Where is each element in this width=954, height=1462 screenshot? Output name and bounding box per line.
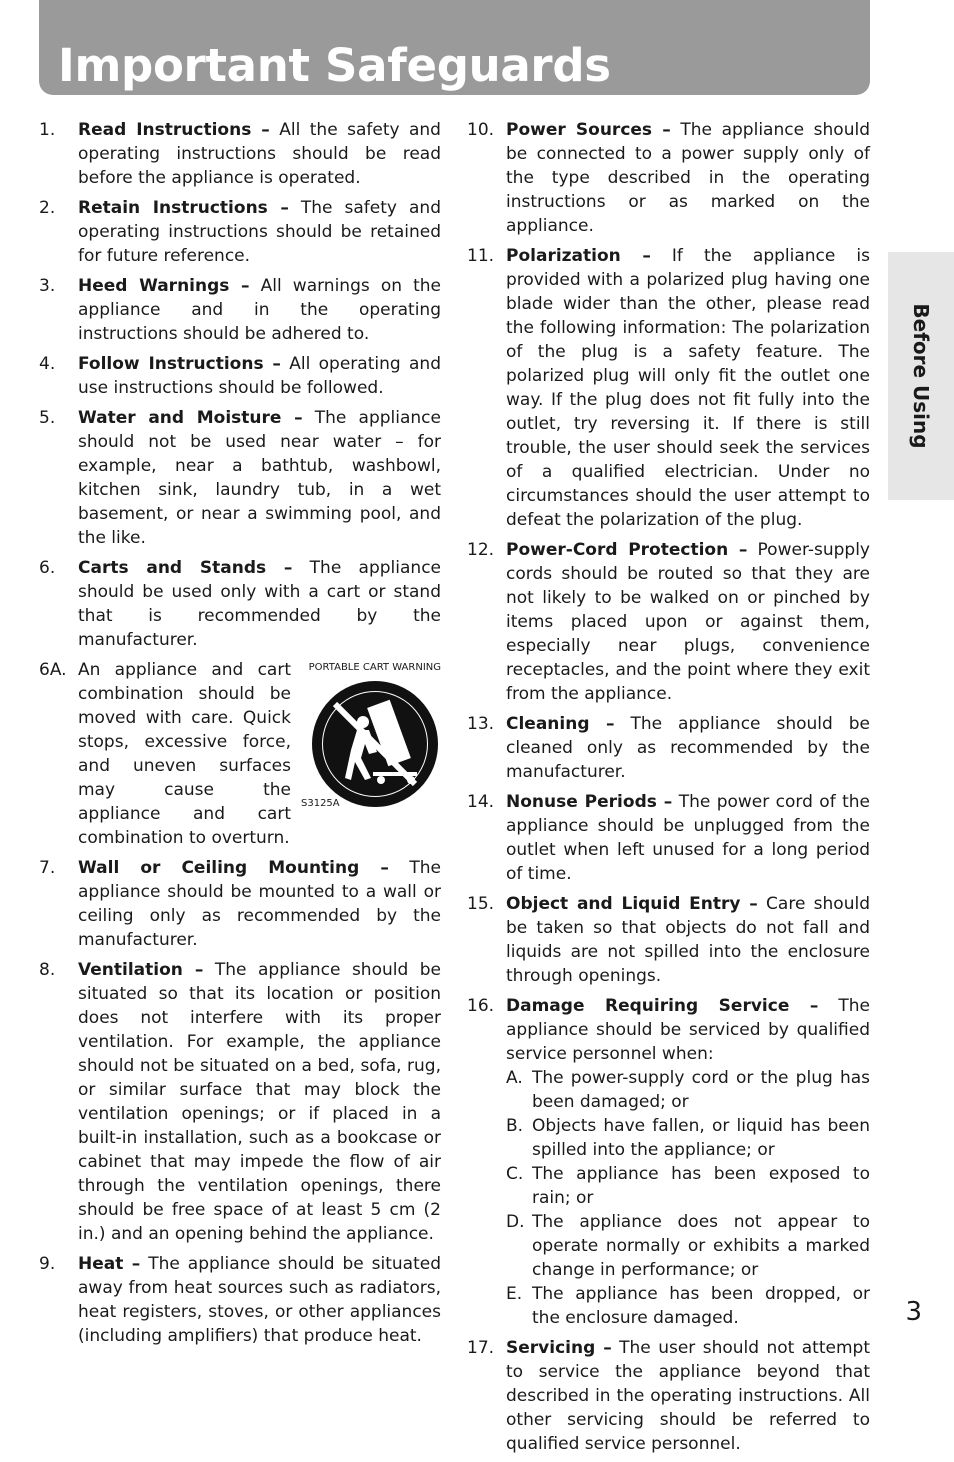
item-term: Polarization – — [506, 246, 651, 266]
item-text: All operating and use instructions should be followed. — [78, 354, 441, 398]
item-term: Power Sources – — [506, 120, 671, 140]
item-number: 2. — [39, 198, 56, 218]
item-term: Nonuse Periods – — [506, 792, 673, 812]
item-text: Care should be taken so that objects do not fall and liquids are not spilled into the enclosure through openings. — [506, 894, 870, 986]
item-text: The appliance should be used only with a cart or stand that is recommended by the manufacturer. — [78, 558, 441, 650]
item-text: The appliance should be cleaned only as recommended by the manufacturer. — [506, 714, 870, 782]
item-text: The appliance should be mounted to a wall or ceiling only as recommended by the manufacturer. — [78, 858, 441, 950]
item-text: The appliance should not be used near water – for example, near a bathtub, washbowl, kitchen sink, laundry tub, in a wet basement, or near a swimming pool, and the like. — [78, 408, 441, 548]
item-text: The appliance should be serviced by qualified service personnel when: — [506, 996, 870, 1064]
sub-item-letter: D. — [506, 1212, 525, 1232]
item-text: Power-supply cords should be routed so that they are not likely to be walked on or pinched by items placed upon or against them, especially near plugs, convenience receptacles, and the point where they exit from the appliance. — [506, 540, 870, 704]
cart-warning-caption: PORTABLE CART WARNING — [308, 662, 441, 673]
item-number: 12. — [467, 540, 495, 560]
list-item — [39, 196, 441, 268]
sub-item-text: The appliance does not appear to operate normally or exhibits a marked change in performance; or — [532, 1212, 870, 1280]
item-number: 11. — [467, 246, 495, 266]
title-banner — [39, 0, 870, 95]
sub-item-text: Objects have fallen, or liquid has been spilled into the appliance; or — [532, 1116, 870, 1160]
item-term: Power-Cord Protection – — [506, 540, 748, 560]
item-term: Wall or Ceiling Mounting – — [78, 858, 389, 878]
tipping-cart-icon — [311, 680, 439, 808]
sub-list-item — [506, 1210, 870, 1282]
sub-list-item — [506, 1066, 870, 1114]
list-item — [39, 556, 441, 652]
page-title: Important Safeguards — [58, 39, 611, 92]
item-number: 8. — [39, 960, 56, 980]
item-number: 9. — [39, 1254, 56, 1274]
right-column — [467, 118, 870, 1462]
item-term: Carts and Stands – — [78, 558, 293, 578]
item-number: 17. — [467, 1338, 495, 1358]
item-text: If the appliance is provided with a polarized plug having one blade wider than the other, please read the following information: The polarization of the plug is a safety feature. The polarized plug will only fit the outlet one way. If the plug does not fit fully into the outlet, try reversing it. If there is still trouble, the user should seek the services of a qualified electrician. Under no circumstances should the user attempt to defeat the polarization of the plug. — [506, 246, 870, 530]
sub-item-letter: B. — [506, 1116, 524, 1136]
item-term: Water and Moisture – — [78, 408, 303, 428]
left-column — [39, 118, 441, 1354]
item-number: 14. — [467, 792, 495, 812]
list-item — [39, 274, 441, 346]
item-text: All warnings on the appliance and in the operating instructions should be adhered to. — [78, 276, 441, 344]
list-item — [467, 712, 870, 784]
item-number: 7. — [39, 858, 56, 878]
list-item — [467, 538, 870, 706]
item-number: 1. — [39, 120, 56, 140]
section-tab-label: Before Using — [909, 303, 933, 449]
list-item — [467, 244, 870, 532]
item-term: Servicing – — [506, 1338, 612, 1358]
section-tab — [888, 252, 954, 500]
item-number: 10. — [467, 120, 495, 140]
sub-list-item — [506, 1114, 870, 1162]
sub-item-letter: E. — [506, 1284, 523, 1304]
item-text: The appliance should be situated away from heat sources such as radiators, heat registers, stoves, or other appliances (including amplifiers) that produce heat. — [78, 1254, 441, 1346]
list-item — [467, 118, 870, 238]
item-number: 6A. — [39, 660, 67, 680]
list-item — [39, 352, 441, 400]
list-item — [39, 118, 441, 190]
sub-item-text: The power-supply cord or the plug has been damaged; or — [532, 1068, 870, 1112]
item-text: The appliance should be connected to a power supply only of the type described in the operating instructions or as marked on the appliance. — [506, 120, 870, 236]
item-number: 5. — [39, 408, 56, 428]
list-item — [39, 856, 441, 952]
sub-item-text: The appliance has been exposed to rain; or — [532, 1164, 870, 1208]
list-item — [467, 892, 870, 988]
item-number: 13. — [467, 714, 495, 734]
list-item — [467, 1336, 870, 1456]
item-term: Retain Instructions – — [78, 198, 289, 218]
item-number: 16. — [467, 996, 495, 1016]
sub-item-letter: C. — [506, 1164, 524, 1184]
item-term: Cleaning – — [506, 714, 615, 734]
item-text: An appliance and cart combination should be moved with care. Quick stops, excessive force, and uneven surfaces may cause the appliance and cart combination to overturn. — [78, 660, 291, 848]
item-text: All the safety and operating instructions should be read before the appliance is operated. — [78, 120, 441, 188]
list-item — [467, 994, 870, 1330]
item-term: Object and Liquid Entry – — [506, 894, 758, 914]
cart-warning-item — [39, 658, 441, 850]
cart-warning-figure — [301, 658, 441, 810]
item-term: Follow Instructions – — [78, 354, 281, 374]
sub-item-letter: A. — [506, 1068, 523, 1088]
item-text: The power cord of the appliance should be unplugged from the outlet when left unused for a long period of time. — [506, 792, 870, 884]
item-term: Read Instructions – — [78, 120, 270, 140]
list-item — [39, 406, 441, 550]
item-number: 6. — [39, 558, 56, 578]
sub-list-item — [506, 1162, 870, 1210]
item-text: The safety and operating instructions should be retained for future reference. — [78, 198, 441, 266]
list-item — [39, 1252, 441, 1348]
item-term: Heed Warnings – — [78, 276, 250, 296]
list-item — [467, 790, 870, 886]
item-term: Ventilation – — [78, 960, 204, 980]
item-number: 4. — [39, 354, 56, 374]
cart-warning-code: S3125A — [301, 798, 340, 809]
sub-list-item — [506, 1282, 870, 1330]
sub-item-text: The appliance has been dropped, or the enclosure damaged. — [532, 1284, 870, 1328]
item-number: 3. — [39, 276, 56, 296]
page-number: 3 — [905, 1297, 922, 1327]
list-item — [39, 958, 441, 1246]
item-number: 15. — [467, 894, 495, 914]
item-text: The user should not attempt to service the appliance beyond that described in the operating instructions. All other servicing should be referred to qualified service personnel. — [506, 1338, 870, 1454]
item-text: The appliance should be situated so that its location or position does not interfere with its proper ventilation. For example, the appliance should not be situated on a bed, sofa, rug, or similar surface that may block the ventilation openings; or if placed in a built-in installation, such as a bookcase or cabinet that may impede the flow of air through the ventilation openings, there should be free space of at least 5 cm (2 in.) and an opening behind the appliance. — [78, 960, 442, 1244]
item-term: Damage Requiring Service – — [506, 996, 819, 1016]
item-term: Heat – — [78, 1254, 141, 1274]
